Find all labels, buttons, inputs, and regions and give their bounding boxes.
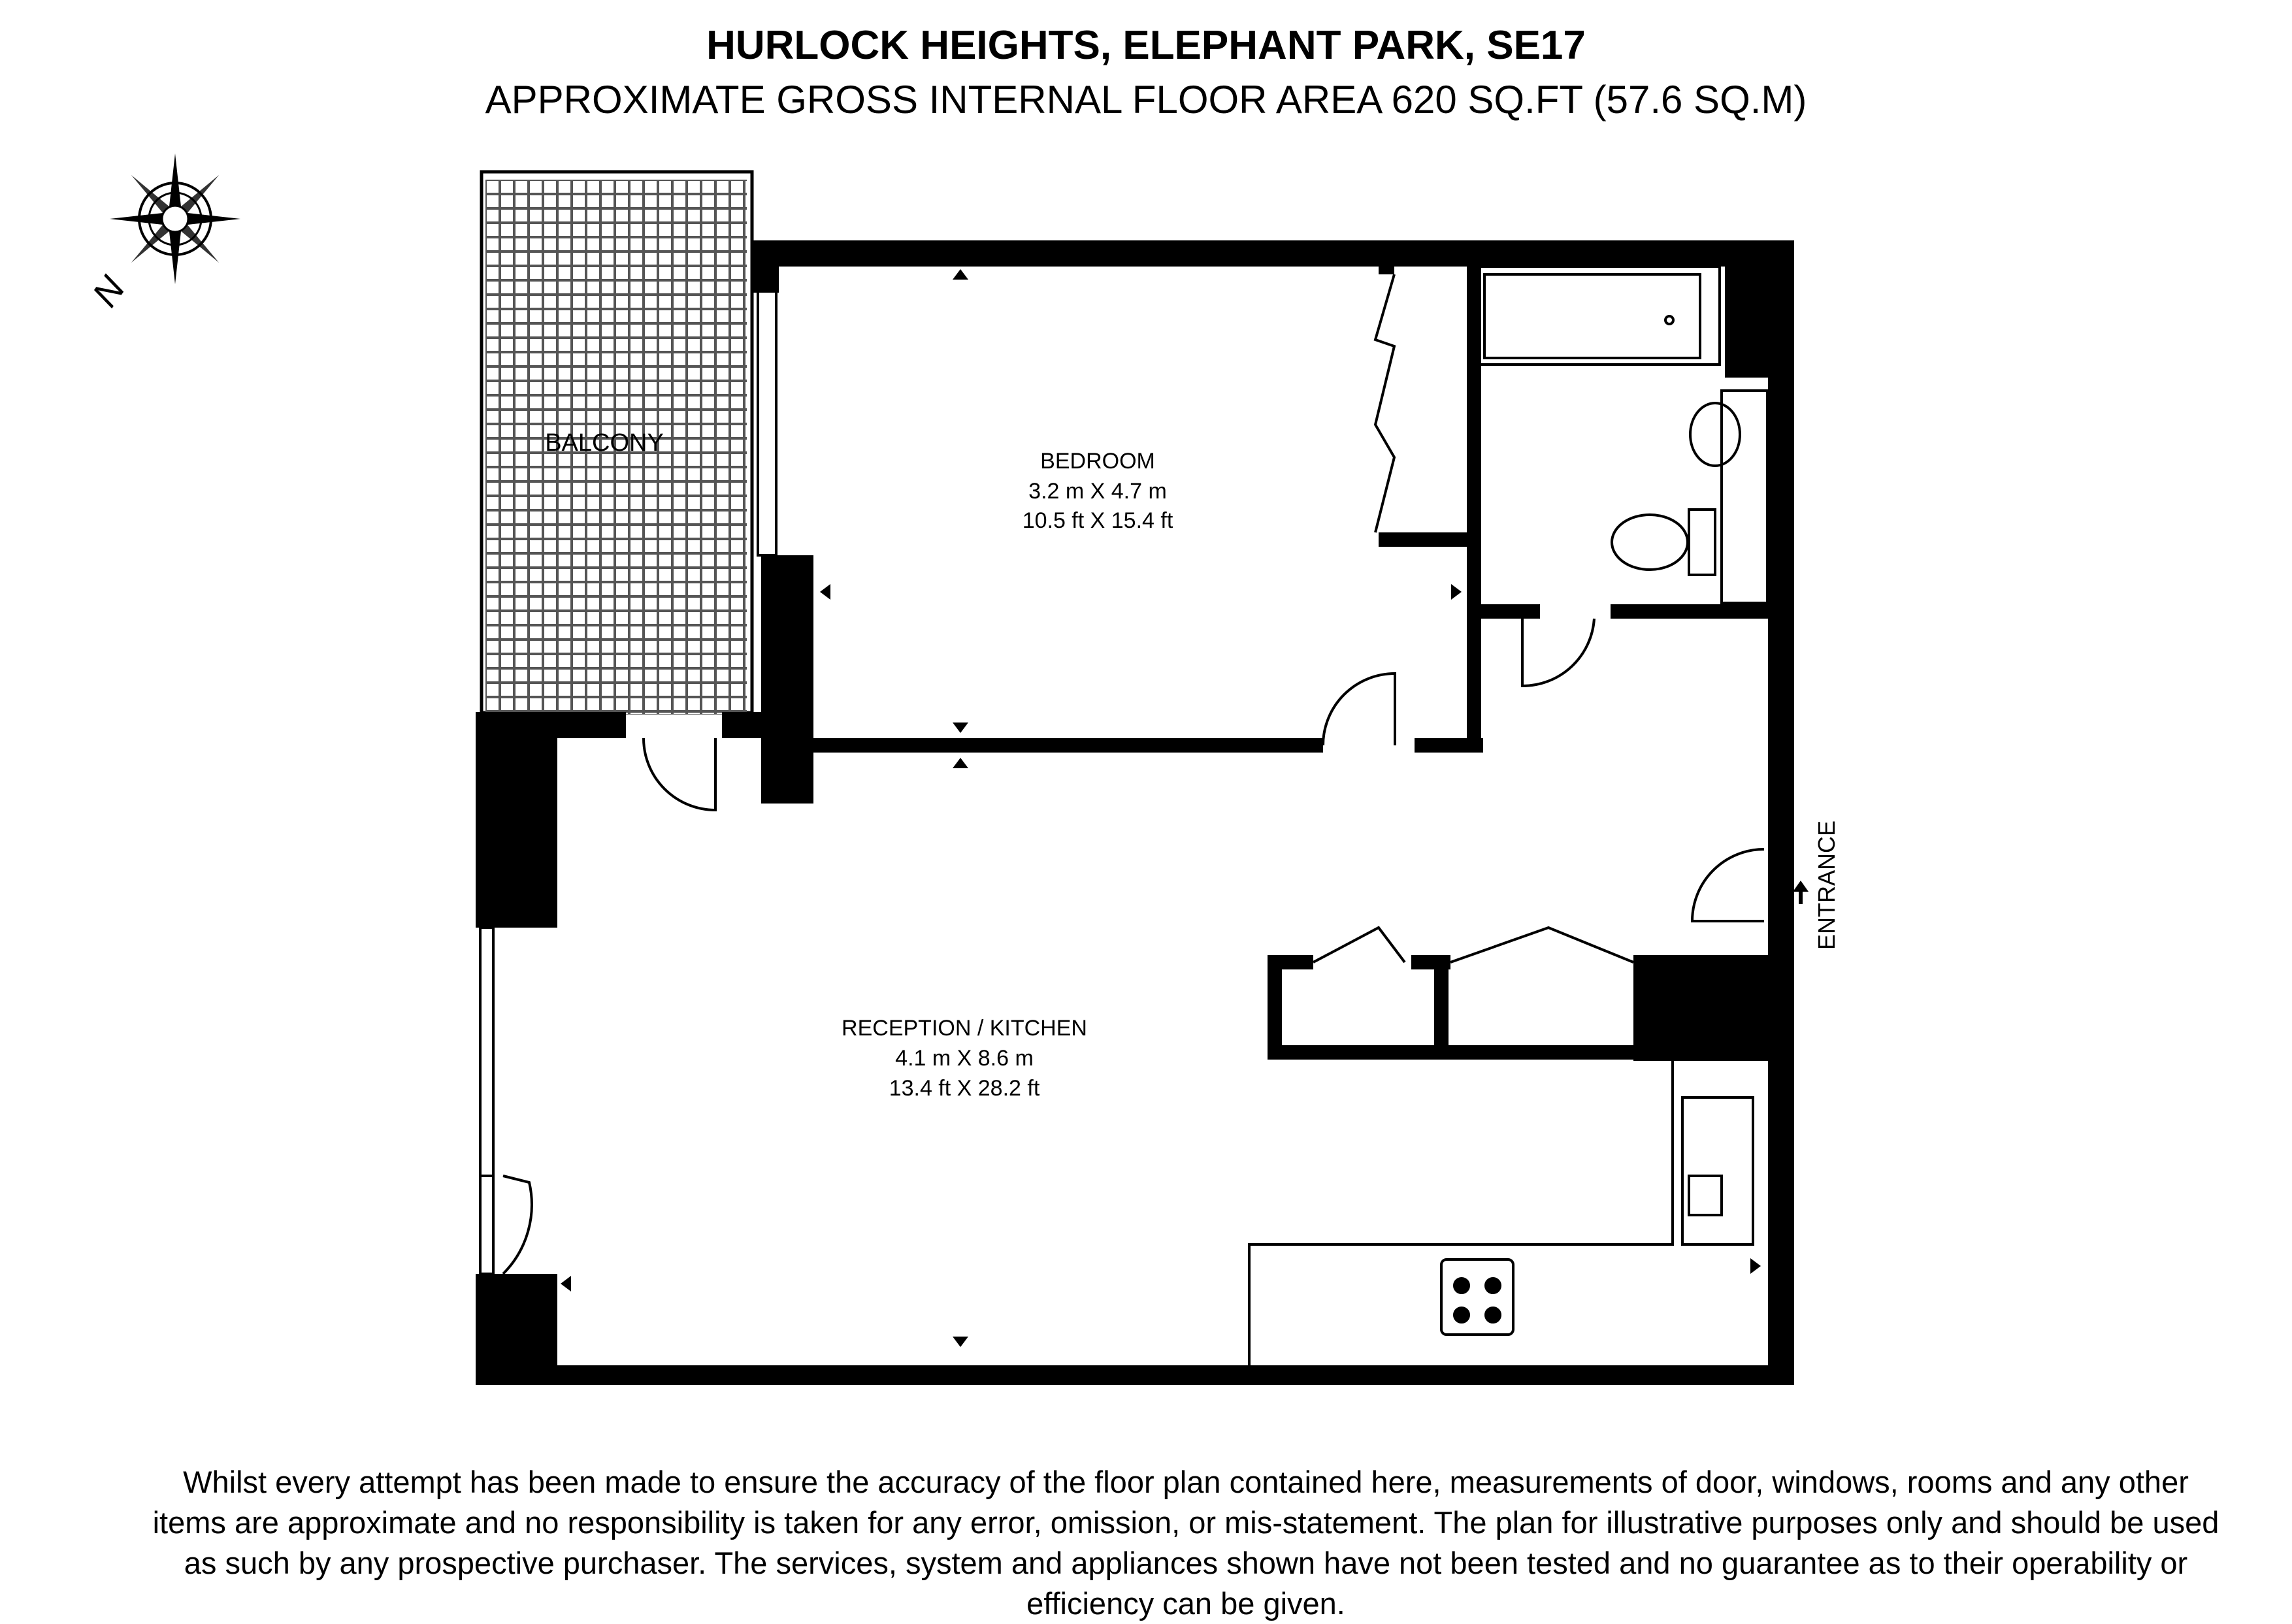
basin-icon [1690, 403, 1740, 466]
floor-area-subtitle: APPROXIMATE GROSS INTERNAL FLOOR AREA 620 SQ.FT (57.6 SQ.M) [485, 78, 1807, 122]
kitchen-fixtures [1249, 1061, 1753, 1365]
bathroom-fixtures [1478, 267, 1767, 603]
balcony-label: BALCONY [545, 429, 664, 457]
toilet-icon [1612, 515, 1688, 570]
hob-icon [1441, 1259, 1513, 1335]
reception-metric: 4.1 m X 8.6 m [895, 1046, 1034, 1071]
sink-icon [1682, 1097, 1753, 1244]
reception-imperial: 13.4 ft X 28.2 ft [889, 1076, 1040, 1101]
bedroom-name: BEDROOM [1040, 449, 1155, 474]
page-title: HURLOCK HEIGHTS, ELEPHANT PARK, SE17 [706, 23, 1586, 68]
reception-label-group [842, 1016, 1087, 1101]
bedroom-metric: 3.2 m X 4.7 m [1028, 479, 1167, 504]
bedroom-imperial: 10.5 ft X 15.4 ft [1022, 508, 1173, 533]
reception-name: RECEPTION / KITCHEN [842, 1016, 1087, 1041]
entrance-label: ENTRANCE [1813, 820, 1840, 950]
bedroom-label-group [1023, 449, 1173, 533]
disclaimer-text: Whilst every attempt has been made to ensure the accuracy of the floor plan contained here, measurements of door, windows, rooms and any other items are approximate and no responsibility is taken for any error, omission, or mis-statement. The plan for illustrative purposes only and should be used as such by any prospective purchaser. The services, system and appliances shown have not been tested and no guarantee as to their operability or efficiency can be given. [152, 1465, 2219, 1621]
dimension-markers [561, 269, 1809, 1347]
balcony [482, 172, 752, 714]
bathtub-icon [1478, 267, 1720, 365]
compass-north-label: N [84, 268, 133, 314]
